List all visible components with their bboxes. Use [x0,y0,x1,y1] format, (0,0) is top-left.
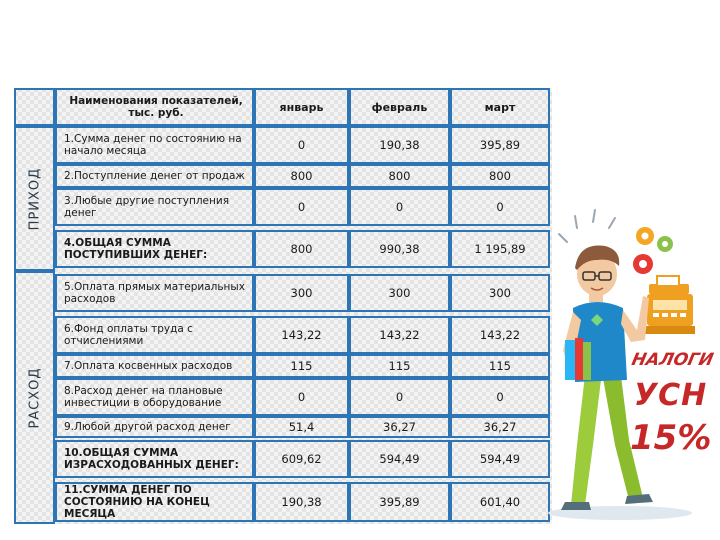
row-11-feb: 395,89 [349,482,450,522]
row-6-feb: 143,22 [349,316,450,354]
row-6-jan: 143,22 [254,316,349,354]
header-corner [14,88,55,126]
row-1-mar: 395,89 [450,126,550,164]
row-4-mar: 1 195,89 [450,230,550,268]
row-3-label: 3.Любые другие поступления денег [55,188,254,226]
row-7-label: 7.Оплата косвенных расходов [55,354,254,378]
row-7-feb: 115 [349,354,450,378]
row-5-mar: 300 [450,274,550,312]
row-3-mar: 0 [450,188,550,226]
row-3-feb: 0 [349,188,450,226]
row-4-label: 4.ОБЩАЯ СУММА ПОСТУПИВШИХ ДЕНЕГ: [55,230,254,268]
row-10-feb: 594,49 [349,440,450,478]
section-income-label: ПРИХОД [27,167,42,230]
row-7-mar: 115 [450,354,550,378]
tax-line-2: УСН [634,378,708,413]
row-10-jan: 609,62 [254,440,349,478]
row-7-jan: 115 [254,354,349,378]
row-8-jan: 0 [254,378,349,416]
cash-register-icon [645,276,695,334]
row-6-mar: 143,22 [450,316,550,354]
row-9-mar: 36,27 [450,416,550,438]
finance-table [14,88,552,524]
row-5-feb: 300 [349,274,450,312]
row-9-jan: 51,4 [254,416,349,438]
row-9-feb: 36,27 [349,416,450,438]
section-expense [14,271,55,524]
row-11-jan: 190,38 [254,482,349,522]
row-4-jan: 800 [254,230,349,268]
row-8-label: 8.Расход денег на плановые инвестиции в оборудование [55,378,254,416]
header-indicator: Наименования показателей, тыс. руб. [55,88,254,126]
row-1-jan: 0 [254,126,349,164]
row-1-feb: 190,38 [349,126,450,164]
row-3-jan: 0 [254,188,349,226]
row-5-jan: 300 [254,274,349,312]
row-2-label: 2.Поступление денег от продаж [55,164,254,188]
row-10-label: 10.ОБЩАЯ СУММА ИЗРАСХОДОВАННЫХ ДЕНЕГ: [55,440,254,478]
section-expense-label: РАСХОД [27,366,42,429]
header-month-feb: февраль [349,88,450,126]
row-1-label: 1.Сумма денег по состоянию на начало месяца [55,126,254,164]
row-2-feb: 800 [349,164,450,188]
row-8-feb: 0 [349,378,450,416]
gear-icon [633,227,673,274]
section-income [14,126,55,271]
row-6-label: 6.Фонд оплаты труда с отчислениями [55,316,254,354]
thought-rays [559,210,615,242]
row-2-mar: 800 [450,164,550,188]
row-5-label: 5.Оплата прямых материальных расходов [55,274,254,312]
tax-line-1: НАЛОГИ [629,350,716,370]
row-10-mar: 594,49 [450,440,550,478]
tax-line-3: 15% [630,418,712,458]
row-11-label: 11.СУММА ДЕНЕГ ПО СОСТОЯНИЮ НА КОНЕЦ МЕСЯЦА [55,482,254,522]
row-4-feb: 990,38 [349,230,450,268]
header-month-mar: март [450,88,550,126]
header-month-jan: январь [254,88,349,126]
row-8-mar: 0 [450,378,550,416]
row-9-label: 9.Любой другой расход денег [55,416,254,438]
row-2-jan: 800 [254,164,349,188]
row-11-mar: 601,40 [450,482,550,522]
